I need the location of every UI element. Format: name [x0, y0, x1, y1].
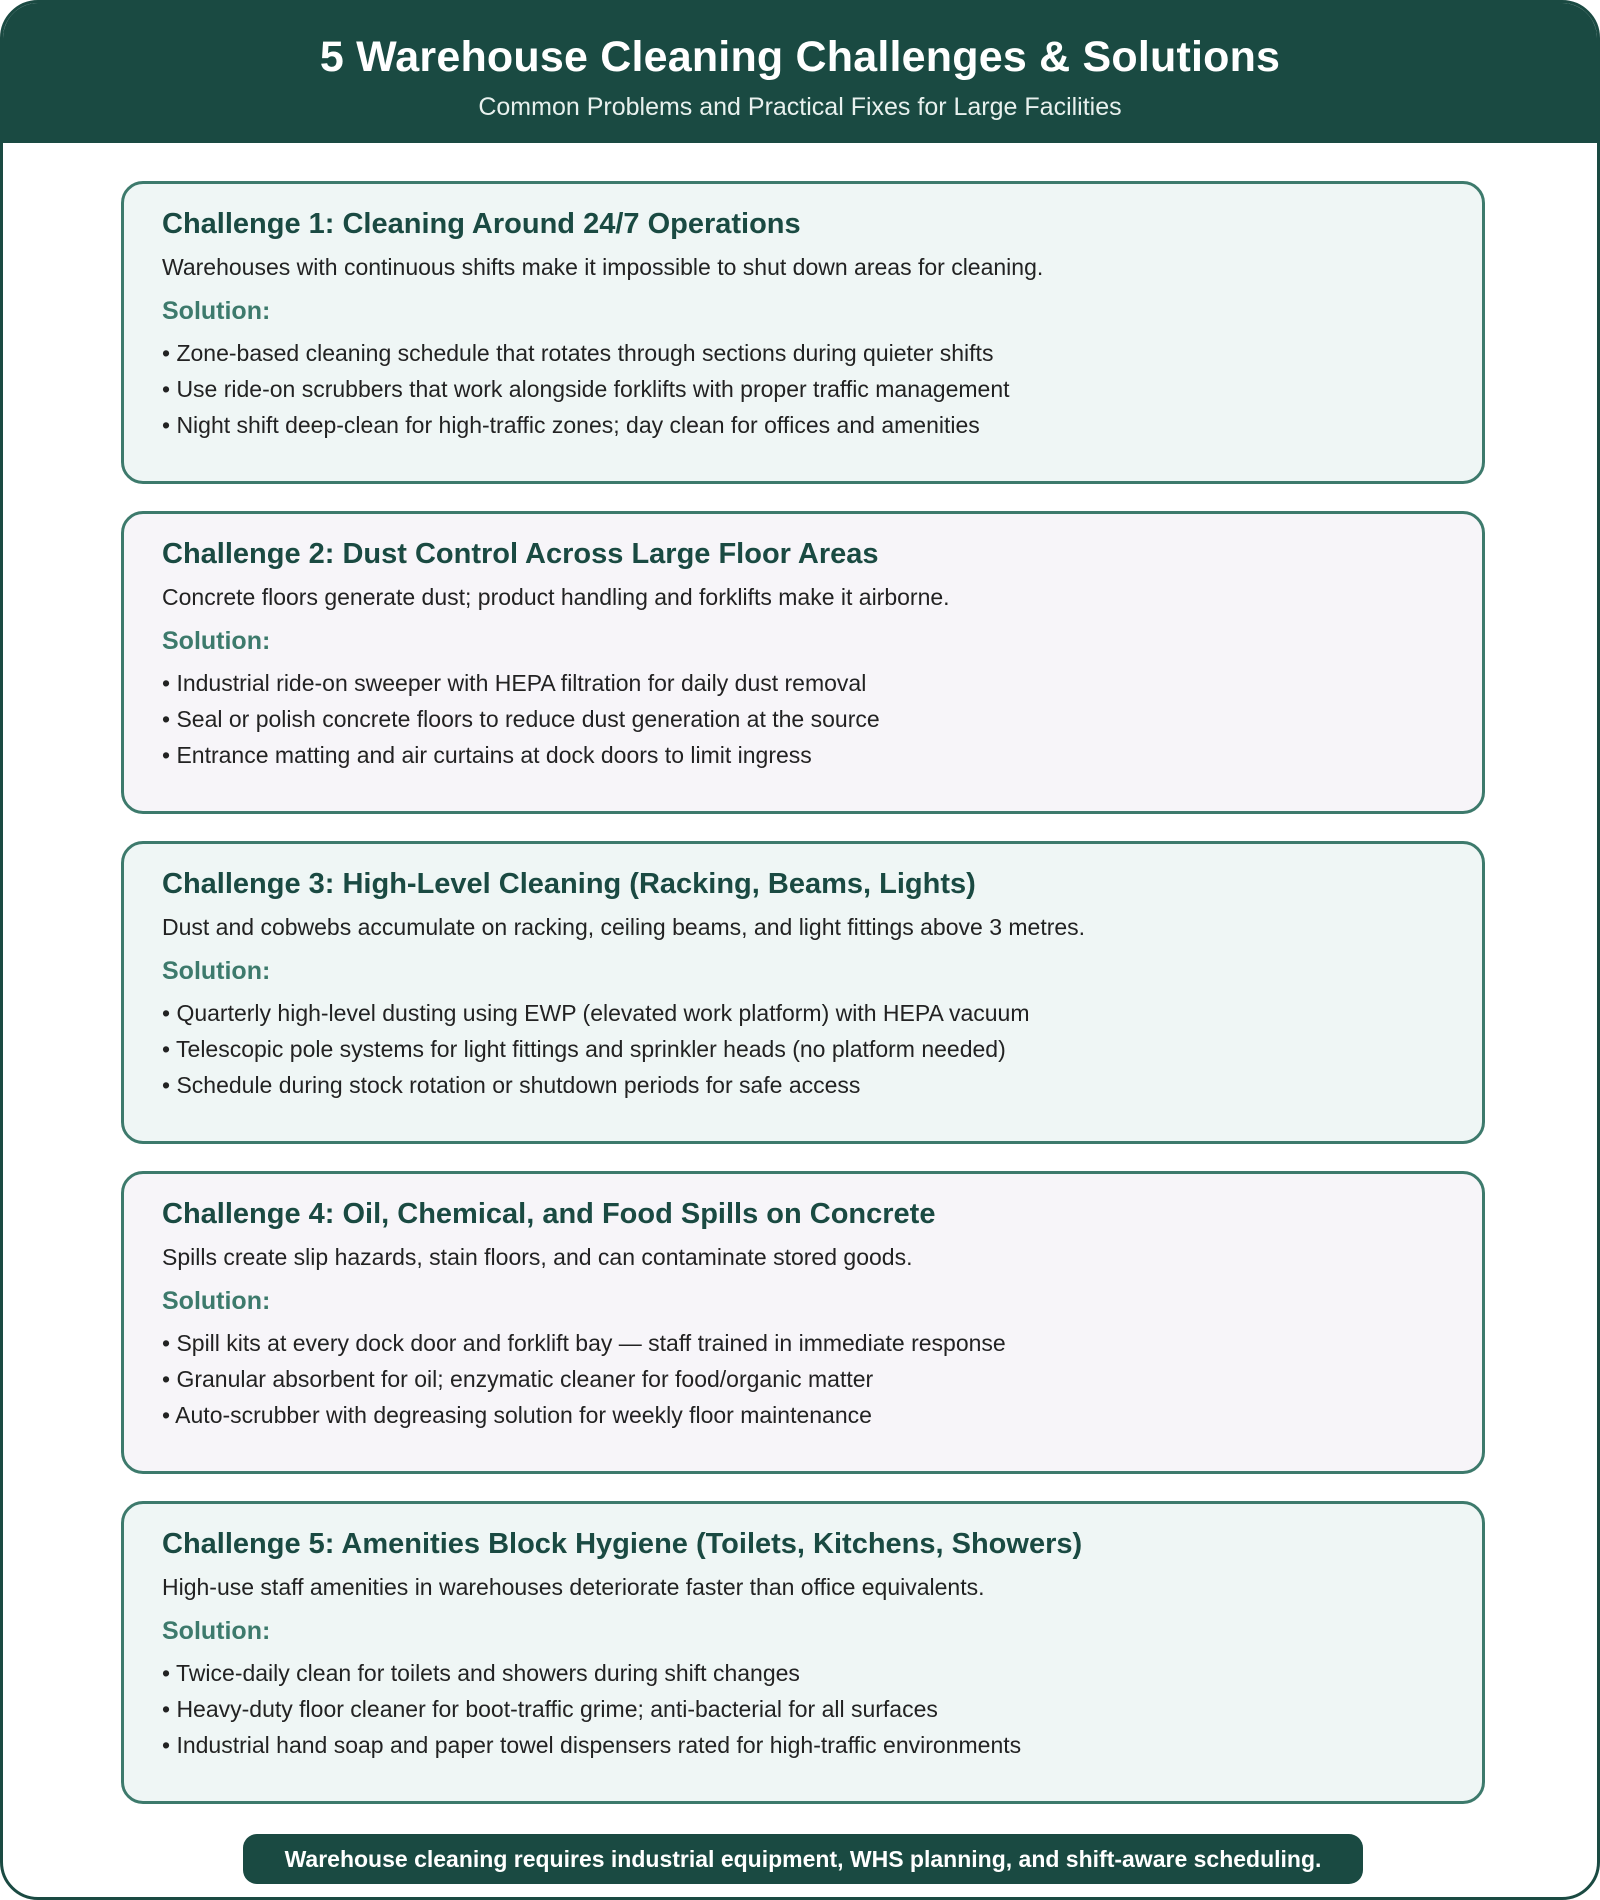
challenge-problem: High-use staff amenities in warehouses deteriorate faster than office equivalents.: [162, 1574, 985, 1600]
solution-item: • Spill kits at every dock door and forklift bay — staff trained in immediate response: [162, 1330, 1006, 1356]
solution-list: [162, 335, 1444, 443]
solution-item: • Telescopic pole systems for light fittings and sprinkler heads (no platform needed): [162, 1036, 1006, 1062]
solution-label: Solution:: [162, 627, 271, 655]
challenge-title: Challenge 2: Dust Control Across Large Floor Areas: [162, 538, 879, 570]
solution-label: Solution:: [162, 297, 271, 325]
solution-label: Solution:: [162, 1287, 271, 1315]
solution-label: Solution:: [162, 957, 271, 985]
challenge-card-5: [121, 1501, 1485, 1804]
solution-list: [162, 995, 1444, 1103]
solution-list: [162, 1655, 1444, 1763]
solution-item: • Zone-based cleaning schedule that rotates through sections during quieter shifts: [162, 340, 994, 366]
solution-item: • Night shift deep-clean for high-traffic zones; day clean for offices and amenities: [162, 412, 980, 438]
solution-item: • Heavy-duty floor cleaner for boot-traffic grime; anti-bacterial for all surfaces: [162, 1696, 938, 1722]
page-title: 5 Warehouse Cleaning Challenges & Solutions: [319, 33, 1281, 81]
challenge-card-3: [121, 841, 1485, 1144]
challenge-title: Challenge 4: Oil, Chemical, and Food Spills on Concrete: [162, 1198, 936, 1230]
solution-item: • Entrance matting and air curtains at dock doors to limit ingress: [162, 742, 812, 768]
solution-list: [162, 1325, 1444, 1433]
solution-item: • Seal or polish concrete floors to reduce dust generation at the source: [162, 706, 880, 732]
solution-list: [162, 665, 1444, 773]
solution-item: • Quarterly high-level dusting using EWP (elevated work platform) with HEPA vacuum: [162, 1000, 1030, 1026]
challenge-card-2: [121, 511, 1485, 814]
challenge-title: Challenge 5: Amenities Block Hygiene (Toilets, Kitchens, Showers): [162, 1528, 1083, 1560]
challenge-problem: Warehouses with continuous shifts make it impossible to shut down areas for cleaning.: [162, 254, 1044, 280]
solution-item: • Industrial hand soap and paper towel dispensers rated for high-traffic environments: [162, 1732, 1022, 1758]
solution-item: • Schedule during stock rotation or shutdown periods for safe access: [162, 1072, 861, 1098]
solution-item: • Use ride-on scrubbers that work alongside forklifts with proper traffic management: [162, 376, 1010, 402]
solution-item: • Industrial ride-on sweeper with HEPA filtration for daily dust removal: [162, 670, 867, 696]
challenge-list: [121, 181, 1485, 1831]
challenge-title: Challenge 1: Cleaning Around 24/7 Operations: [162, 208, 801, 240]
footer-summary-banner: Warehouse cleaning requires industrial equipment, WHS planning, and shift-aware scheduling.: [243, 1834, 1363, 1884]
challenge-problem: Concrete floors generate dust; product handling and forklifts make it airborne.: [162, 584, 950, 610]
solution-item: • Granular absorbent for oil; enzymatic cleaner for food/organic matter: [162, 1366, 874, 1392]
page-subtitle: Common Problems and Practical Fixes for Large Facilities: [478, 93, 1122, 121]
solution-item: • Twice-daily clean for toilets and showers during shift changes: [162, 1660, 800, 1686]
header-banner: [3, 3, 1597, 143]
challenge-title: Challenge 3: High-Level Cleaning (Racking, Beams, Lights): [162, 868, 976, 900]
challenge-card-1: [121, 181, 1485, 484]
challenge-problem: Spills create slip hazards, stain floors, and can contaminate stored goods.: [162, 1244, 913, 1270]
solution-item: • Auto-scrubber with degreasing solution for weekly floor maintenance: [162, 1402, 872, 1428]
challenge-problem: Dust and cobwebs accumulate on racking, ceiling beams, and light fittings above 3 metres.: [162, 914, 1086, 940]
solution-label: Solution:: [162, 1617, 271, 1645]
challenge-card-4: [121, 1171, 1485, 1474]
